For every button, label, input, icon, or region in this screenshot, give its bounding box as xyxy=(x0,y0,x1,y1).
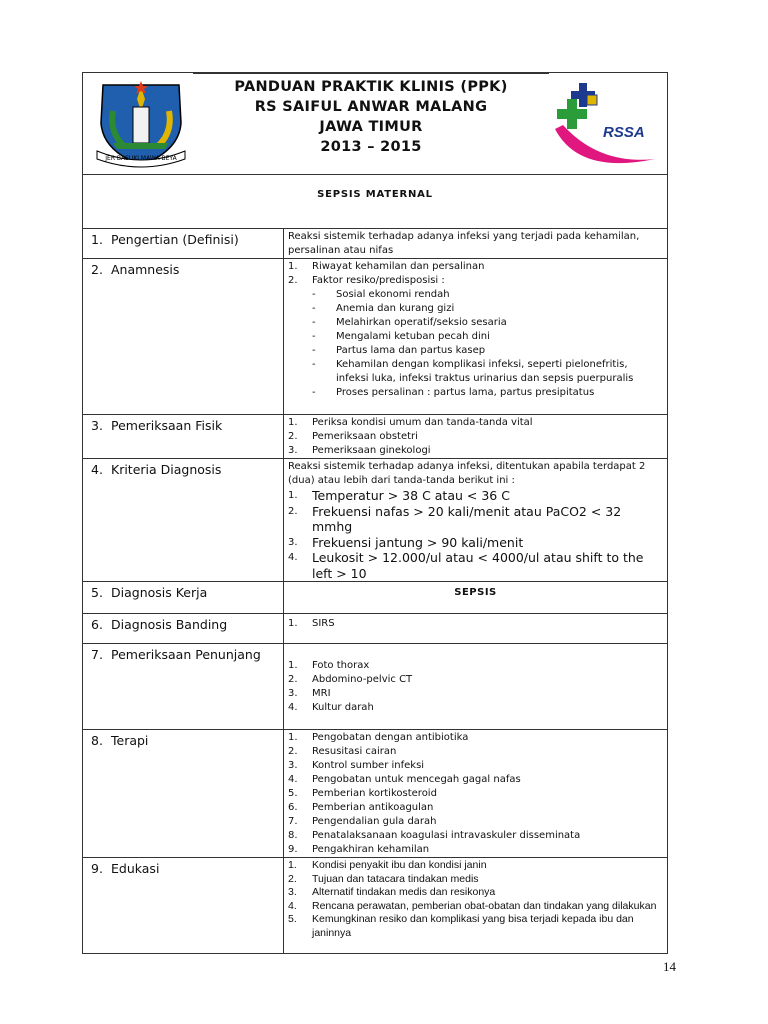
header-row xyxy=(83,73,668,175)
list-item: 1. Foto thorax xyxy=(288,660,370,671)
list-item: 3. Frekuensi jantung > 90 kali/menit xyxy=(288,534,524,550)
list-item: 2. Tujuan dan tatacara tindakan medis xyxy=(288,872,479,885)
ppk-document xyxy=(82,72,667,954)
row-content-definisi: Reaksi sistemik terhadap adanya infeksi yang terjadi pada kehamilan, persalinan atau nifas xyxy=(284,229,668,259)
list-item: 5. Pemberian kortikosteroid xyxy=(288,788,437,799)
list-item: 8. Penatalaksanaan koagulasi intravaskuler disseminata xyxy=(288,830,581,841)
header-title xyxy=(193,77,549,157)
row-content-kriteria-diagnosis: Reaksi sistemik terhadap adanya infeksi, ditentukan apabila terdapat 2 (dua) atau lebih dari tanda-tanda berikut ini : 1. Temperatur > 38 C atau < 36 C 2. Frekuensi nafas > 20 kali/menit atau PaCO2 < 32 mmhg 3. Frekuensi jantung > 90 kali/menit 4. Leukosit > 12.000/ul atau < 4000/ul atau shift to the left > 10 xyxy=(284,459,668,582)
header-title-line-2: RS SAIFUL ANWAR MALANG xyxy=(254,99,488,115)
list-item: 2. Faktor resiko/predisposisi : xyxy=(288,275,445,286)
row-content-anamnesis xyxy=(284,259,668,415)
row-label-terapi: 8. Terapi xyxy=(83,730,284,858)
list-item: 5. Kemungkinan resiko dan komplikasi yang bisa terjadi kepada ibu dan janinnya xyxy=(288,913,634,939)
list-item: 9. Pengakhiran kehamilan xyxy=(288,844,430,855)
doc-title: SEPSIS MATERNAL xyxy=(317,189,433,200)
row-content-pemeriksaan-fisik xyxy=(284,415,668,459)
list-item: 4. Pengobatan untuk mencegah gagal nafas xyxy=(288,774,521,785)
list-item: 1. Temperatur > 38 C atau < 36 C xyxy=(288,488,510,503)
emblem-motto: JER BASUKI MAWA BEYA xyxy=(105,155,177,162)
header-title-line-1: PANDUAN PRAKTIK KLINIS (PPK) xyxy=(234,79,508,95)
list-item: 3. Alternatif tindakan medis dan resikonya xyxy=(288,886,496,898)
list-item: 2. Abdomino-pelvic CT xyxy=(288,674,413,685)
list-item: - Partus lama dan partus kasep xyxy=(288,344,663,358)
list-item: - Kehamilan dengan komplikasi infeksi, seperti pielonefritis, infeksi luka, infeksi traktus urinarius dan sepsis puerpuralis xyxy=(288,358,663,386)
east-java-emblem-icon xyxy=(89,77,193,169)
list-item: 3. Kontrol sumber infeksi xyxy=(288,760,425,771)
row-content-edukasi xyxy=(284,858,668,954)
list-item: - Melahirkan operatif/seksio sesaria xyxy=(288,316,663,330)
list-item: 1. Pengobatan dengan antibiotika xyxy=(288,732,469,743)
list-item: 1. SIRS xyxy=(288,618,335,629)
page-number: 14 xyxy=(663,959,676,974)
list-item: 4. Rencana perawatan, pemberian obat-obatan dan tindakan yang dilakukan xyxy=(288,899,657,912)
list-item: 4. Leukosit > 12.000/ul atau < 4000/ul atau shift to the left > 10 xyxy=(288,550,644,581)
list-item: - Sosial ekonomi rendah xyxy=(288,288,663,302)
list-item: 7. Pengendalian gula darah xyxy=(288,816,437,827)
row-label-diagnosis-kerja: 5. Diagnosis Kerja xyxy=(83,582,284,614)
list-item: 1. Kondisi penyakit ibu dan kondisi janin xyxy=(288,859,487,871)
row-content-diagnosis-kerja: SEPSIS xyxy=(284,582,668,614)
row-label-edukasi: 9. Edukasi xyxy=(83,858,284,954)
ppk-table xyxy=(82,72,668,954)
header-title-line-4: 2013 – 2015 xyxy=(320,139,422,155)
row-label-diagnosis-banding: 6. Diagnosis Banding xyxy=(83,614,284,644)
doc-title-row xyxy=(83,175,668,229)
list-item: 3. MRI xyxy=(288,688,331,699)
row-label-kriteria-diagnosis: 4. Kriteria Diagnosis xyxy=(83,459,284,582)
list-item: 4. Kultur darah xyxy=(288,702,374,713)
row-label-pemeriksaan-fisik: 3. Pemeriksaan Fisik xyxy=(83,415,284,459)
list-item: - Anemia dan kurang gizi xyxy=(288,302,663,316)
row-label-pemeriksaan-penunjang: 7. Pemeriksaan Penunjang xyxy=(83,644,284,730)
list-item: 2. Pemeriksaan obstetri xyxy=(288,431,418,442)
list-item: 6. Pemberian antikoagulan xyxy=(288,802,434,813)
list-item: 2. Frekuensi nafas > 20 kali/menit atau PaCO2 < 32 mmhg xyxy=(288,503,622,534)
row-content-diagnosis-banding xyxy=(284,614,668,644)
list-item: 1. Riwayat kehamilan dan persalinan xyxy=(288,261,485,272)
row-label-anamnesis: 2. Anamnesis xyxy=(83,259,284,415)
list-item: 2. Resusitasi cairan xyxy=(288,746,397,757)
list-item: - Proses persalinan : partus lama, partus presipitatus xyxy=(288,386,663,400)
header-title-line-3: JAWA TIMUR xyxy=(319,119,423,135)
list-item: - Mengalami ketuban pecah dini xyxy=(288,330,663,344)
row-label-definisi: 1. Pengertian (Definisi) xyxy=(83,229,284,259)
list-item: 1. Periksa kondisi umum dan tanda-tanda vital xyxy=(288,417,533,428)
rssa-logo-icon xyxy=(549,77,661,169)
list-item: 3. Pemeriksaan ginekologi xyxy=(288,445,431,456)
row-content-pemeriksaan-penunjang xyxy=(284,644,668,730)
row-content-terapi xyxy=(284,730,668,858)
rssa-logo-text: RSSA xyxy=(603,124,645,141)
